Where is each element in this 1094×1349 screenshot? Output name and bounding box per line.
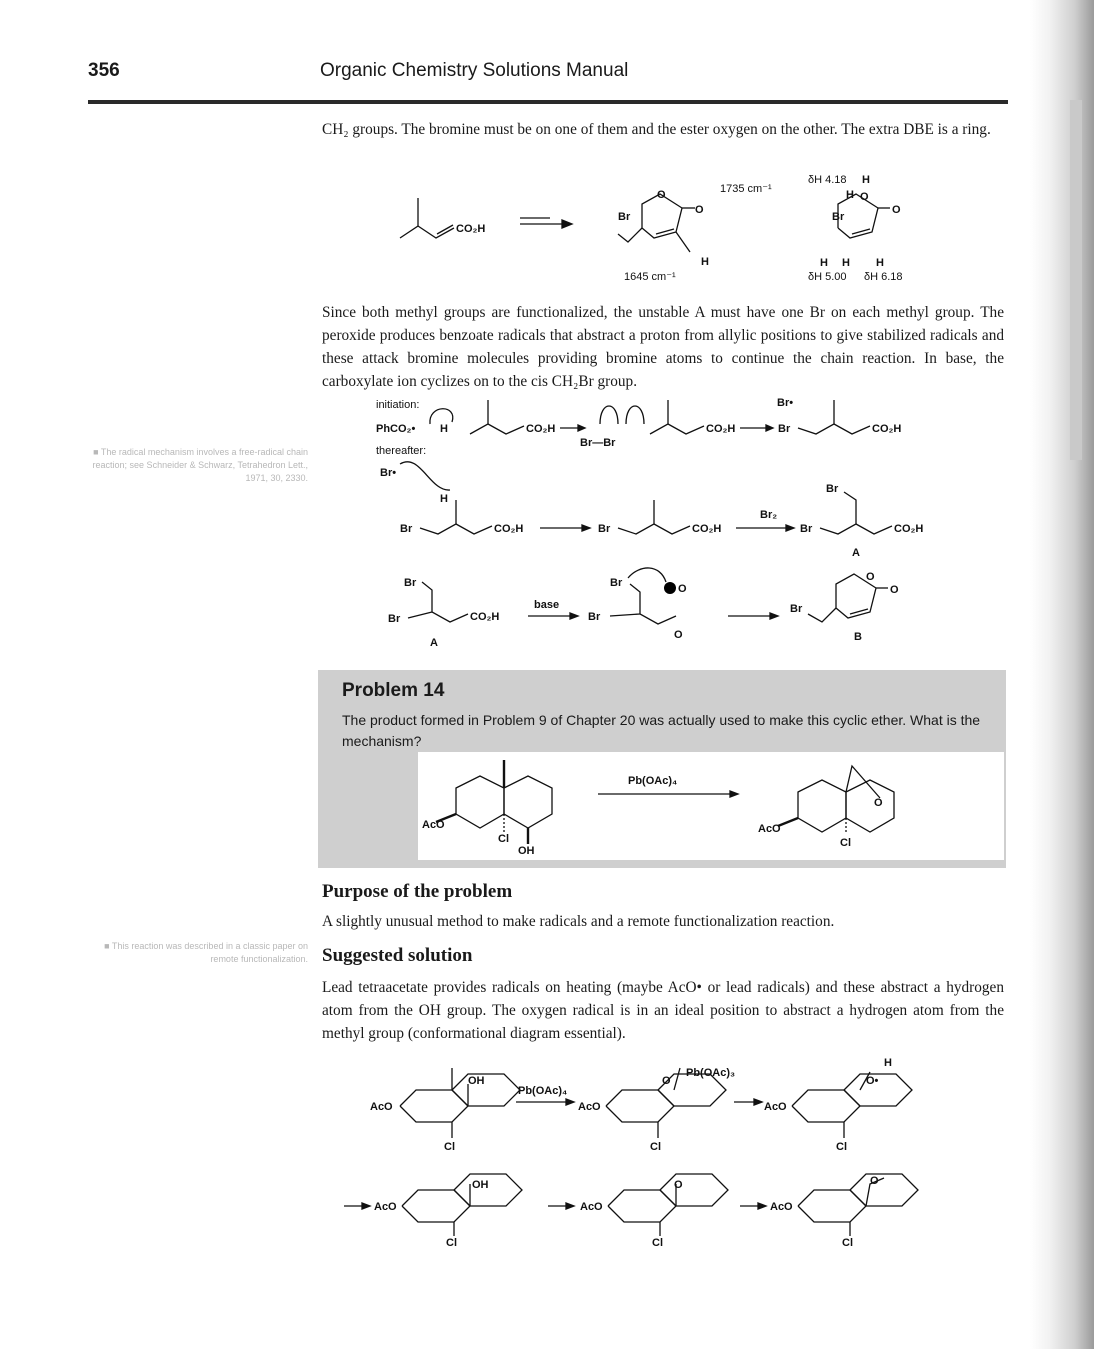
lactone-vinyl-h: H — [701, 256, 709, 268]
conf1-oh: OH — [468, 1075, 485, 1087]
dibromide-copy-co2h: CO₂H — [470, 611, 500, 623]
page-edge-bar — [1070, 100, 1082, 460]
nmr-br: Br — [832, 211, 845, 223]
solution-heading: Suggested solution — [322, 945, 473, 966]
label-A-1: A — [852, 547, 860, 559]
scheme-radical-bromination — [370, 394, 970, 656]
conf3-cl: Cl — [836, 1141, 847, 1153]
conformer-3 — [764, 1057, 912, 1153]
initiation-curly-arrow — [430, 409, 453, 424]
dibromide-copy-br-2: Br — [388, 613, 401, 625]
nmr-h-ring: H — [846, 189, 854, 201]
page-number: 356 — [88, 60, 120, 81]
conf1-cl: Cl — [444, 1141, 455, 1153]
conf3-aco: AcO — [764, 1101, 787, 1113]
problem-decalin-reactant — [422, 760, 552, 857]
nmr-h-ch2-b: H — [842, 257, 850, 269]
conf1-aco: AcO — [370, 1101, 393, 1113]
thereafter-br-radical: Br• — [380, 467, 397, 479]
fishhook-1 — [600, 406, 618, 424]
conf3-o-radical: O• — [866, 1075, 879, 1087]
nmr-h-vinyl: H — [876, 257, 884, 269]
nmr-carbonyl-o: O — [892, 204, 901, 216]
conformer-5 — [580, 1174, 728, 1249]
thereafter-h: H — [440, 493, 448, 505]
ir-alkene-label: 1645 cm⁻¹ — [624, 271, 676, 283]
acid-co2h-label: CO₂H — [456, 223, 486, 235]
scheme-lactone-spectra — [390, 168, 930, 288]
conf6-o: O — [870, 1175, 879, 1187]
bromo-acid-1 — [778, 400, 901, 435]
thereafter-curly-arrow — [400, 462, 450, 490]
conformer-6 — [770, 1174, 918, 1249]
problem-figure — [418, 752, 1004, 860]
fishhook-2 — [626, 406, 644, 424]
problem-reactant-cl: Cl — [498, 833, 509, 845]
header-rule — [88, 100, 1008, 104]
initiation-label: initiation: — [376, 399, 420, 411]
lactone-B-ring-o: O — [866, 571, 875, 583]
lactone-br: Br — [618, 211, 631, 223]
nmr-h-ch2-a: H — [820, 257, 828, 269]
initiation-substrate — [470, 400, 555, 435]
bromo-acid-1-br: Br — [778, 423, 791, 435]
carboxylate-o-2: O — [674, 629, 683, 641]
problem-product-aco: AcO — [758, 823, 781, 835]
bromo-acid-2-co2h: CO₂H — [494, 523, 524, 535]
bromo-radical — [598, 500, 721, 535]
bromo-radical-br: Br — [598, 523, 611, 535]
problem-product-o: O — [874, 797, 883, 809]
allylic-radical — [650, 400, 735, 435]
page-edge-shadow — [1030, 0, 1094, 1349]
conf4-cl: Cl — [446, 1237, 457, 1249]
methyl-paragraph: Since both methyl groups are functionalized, the unstable A must have one Br on each methyl group. The peroxide produces benzoate radicals that abstract a proton from allylic positions to give stabilized radicals and these attack bromine molecules providing bromine atoms to continue the chain reaction. In base, the carboxylate ion cyclizes on to the cis CH₂Br group. — [322, 304, 1004, 390]
carboxylate-br-1: Br — [610, 577, 623, 589]
margin-note-2: ■ This reaction was described in a classic paper on remote functionalization. — [104, 941, 308, 964]
problem-text: The product formed in Problem 9 of Chapter 20 was actually used to make this cyclic ether. What is the mechanism? — [342, 712, 981, 749]
label-B: B — [854, 631, 862, 643]
problem-product-cl: Cl — [840, 837, 851, 849]
phco2-radical: PhCO₂• — [376, 423, 416, 435]
conf3-h: H — [884, 1057, 892, 1069]
dibromide-A — [800, 483, 923, 559]
nmr-ring-o: O — [860, 191, 869, 203]
conf2-o: O — [662, 1075, 671, 1087]
starting-acid — [400, 198, 485, 238]
conf2-aco: AcO — [578, 1101, 601, 1113]
conformer-1 — [370, 1068, 520, 1153]
conf2-pboac3: Pb(OAc)₃ — [686, 1067, 736, 1079]
dibromide-copy-br-1: Br — [404, 577, 417, 589]
carboxylate-o-1: O — [678, 583, 687, 595]
intro-paragraph: CH₂ groups. The bromine must be on one of them and the ester oxygen on the other. The extra DBE is a ring. — [322, 121, 991, 138]
reaction-arrow-1 — [520, 218, 572, 228]
cyclization-curly-arrow — [628, 568, 666, 582]
lactone-ring-o: O — [657, 189, 666, 201]
conf6-cl: Cl — [842, 1237, 853, 1249]
conf6-aco: AcO — [770, 1201, 793, 1213]
lactone-B — [790, 571, 899, 643]
dibromide-br-2: Br — [826, 483, 839, 495]
carboxylate-br-2: Br — [588, 611, 601, 623]
br-br-label: Br—Br — [580, 437, 616, 449]
scheme-remote-functionalization — [340, 1054, 920, 1254]
dibromide-co2h: CO₂H — [894, 523, 924, 535]
problem-reactant-oh: OH — [518, 845, 535, 857]
problem-title: Problem 14 — [342, 680, 445, 701]
radical-co2h: CO₂H — [706, 423, 736, 435]
problem-reagent: Pb(OAc)₄ — [628, 775, 678, 787]
initiation-h: H — [440, 423, 448, 435]
conf2-cl: Cl — [650, 1141, 661, 1153]
label-A-2: A — [430, 637, 438, 649]
lactone-B-carbonyl-o: O — [890, 584, 899, 596]
lactone-nmr-structure — [808, 174, 903, 283]
lactone-carbonyl-o: O — [695, 204, 704, 216]
dibromide-A-copy — [388, 577, 499, 649]
conf5-cl: Cl — [652, 1237, 663, 1249]
book-title: Organic Chemistry Solutions Manual — [320, 60, 629, 81]
margin-note-1: ■ The radical mechanism involves a free-radical chain reaction; see Schneider & Schwarz, Tetrahedron Lett., 1971, 30, 2330. — [92, 447, 308, 483]
ir-carbonyl-label: 1735 cm⁻¹ — [720, 183, 772, 195]
lactone-B-br: Br — [790, 603, 803, 615]
conf4-aco: AcO — [374, 1201, 397, 1213]
initiation-co2h: CO₂H — [526, 423, 556, 435]
nmr-618-label: δH 6.18 — [864, 271, 903, 283]
dibromide-br-1: Br — [800, 523, 813, 535]
conformer-2 — [578, 1067, 735, 1153]
br-radical-label: Br• — [777, 397, 794, 409]
bromo-acid-2 — [400, 500, 523, 535]
nmr-500-label: δH 5.00 — [808, 271, 847, 283]
problem-reactant-aco: AcO — [422, 819, 445, 831]
purpose-heading: Purpose of the problem — [322, 881, 513, 902]
purpose-paragraph: A slightly unusual method to make radicals and a remote functionalization reaction. — [322, 913, 835, 930]
carboxylate-cyclization — [588, 568, 687, 641]
nmr-h-top: H — [862, 174, 870, 186]
page-header — [88, 60, 1008, 94]
br2-label: Br₂ — [760, 509, 778, 521]
conf5-o: O — [674, 1179, 683, 1191]
conf-reagent-pboac4: Pb(OAc)₄ — [518, 1085, 568, 1097]
conformer-4 — [374, 1174, 522, 1249]
problem-reaction-scheme — [418, 752, 1004, 860]
bromo-acid-1-co2h: CO₂H — [872, 423, 902, 435]
solution-paragraph: Lead tetraacetate provides radicals on heating (maybe AcO• or lead radicals) and these abstract a hydrogen atom from the OH group. The oxygen radical is in an ideal position to abstract a hydrogen atom from the methyl group (conformational diagram essential). — [322, 979, 1004, 1042]
thereafter-label: thereafter: — [376, 445, 427, 457]
nmr-418-label: δH 4.18 — [808, 174, 847, 186]
problem-ether-product — [758, 766, 894, 849]
conf4-oh: OH — [472, 1179, 489, 1191]
conf5-aco: AcO — [580, 1201, 603, 1213]
lactone-structure — [618, 183, 772, 283]
bromo-radical-co2h: CO₂H — [692, 523, 722, 535]
base-label: base — [534, 599, 560, 611]
bromo-acid-2-br: Br — [400, 523, 413, 535]
